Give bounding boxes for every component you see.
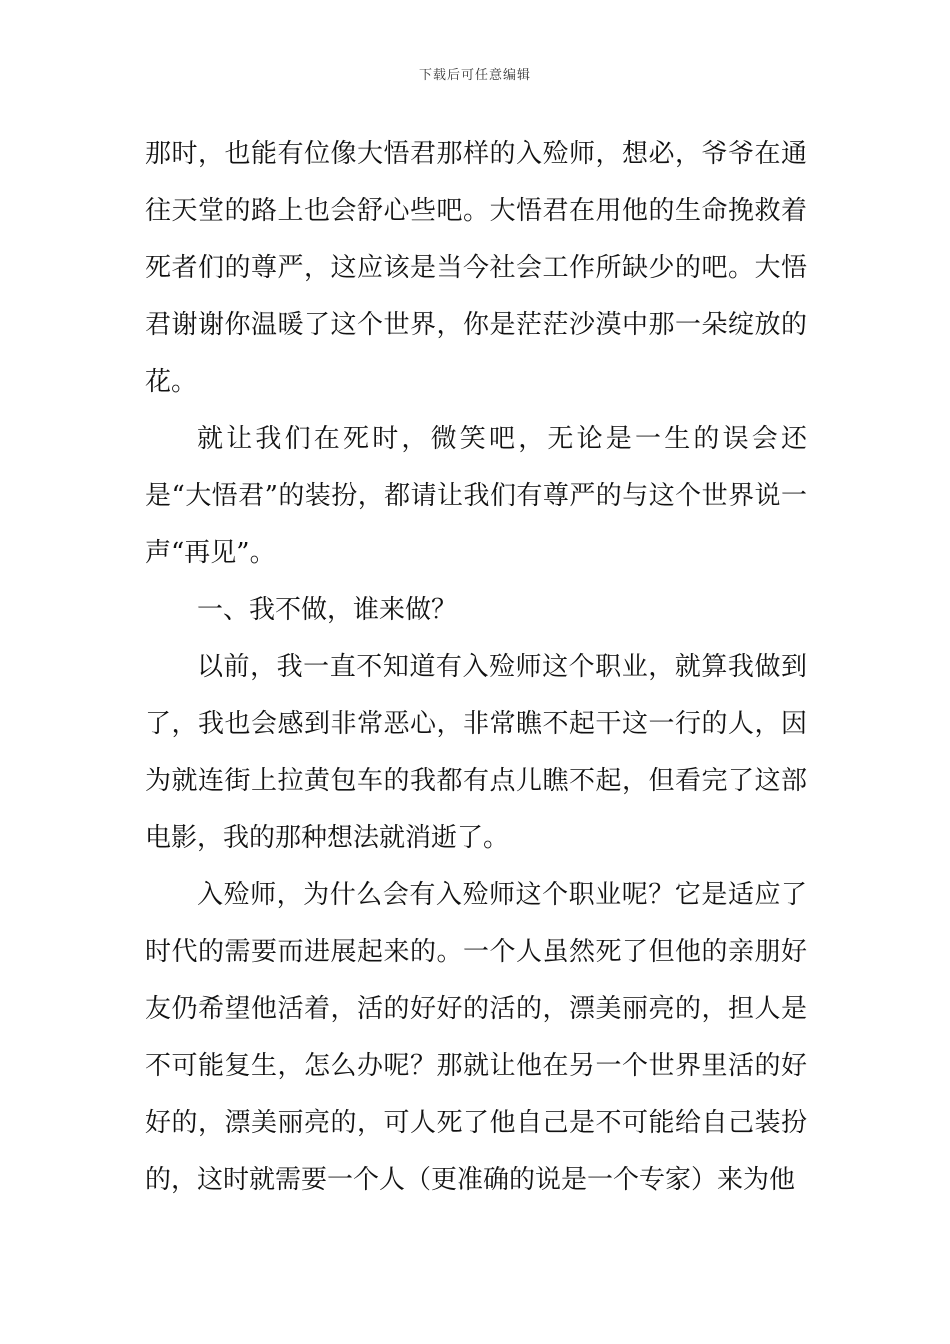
paragraph: 以前，我一直不知道有入殓师这个职业，就算我做到了，我也会感到非常恶心，非常瞧不起干这一行的人，因为就连街上拉黄包车的我都有点儿瞧不起，但看完了这部电影，我的那种想法就消逝了。 [145, 652, 807, 853]
paragraph-continued: 那时，也能有位像大悟君那样的入殓师，想必，爷爷在通往天堂的路上也会舒心些吧。大悟君在用他的生命挽救着死者们的尊严，这应该是当今社会工作所缺少的吧。大悟君谢谢你温暖了这个世界，你是茫茫沙漠中那一朵绽放的花。 [145, 139, 807, 397]
page-header: 下载后可任意编辑 [418, 68, 531, 83]
paragraph: 入殓师，为什么会有入殓师这个职业呢？它是适应了时代的需要而进展起来的。一个人虽然死了但他的亲朋好友仍希望他活着，活的好好的活的，漂美丽亮的，担人是不可能复生，怎么办呢？那就让他在另一个世界里活的好好的，漂美丽亮的，可人死了他自己是不可能给自己装扮的，这时就需要一个人（更准确的说是一个专家）来为他 [145, 880, 807, 1195]
document-body [145, 126, 807, 1209]
paragraph: 就让我们在死时，微笑吧，无论是一生的误会还是“大悟君”的装扮，都请让我们有尊严的与这个世界说一声“再见”。 [145, 424, 807, 568]
section-heading: 一、我不做，谁来做？ [197, 595, 458, 625]
